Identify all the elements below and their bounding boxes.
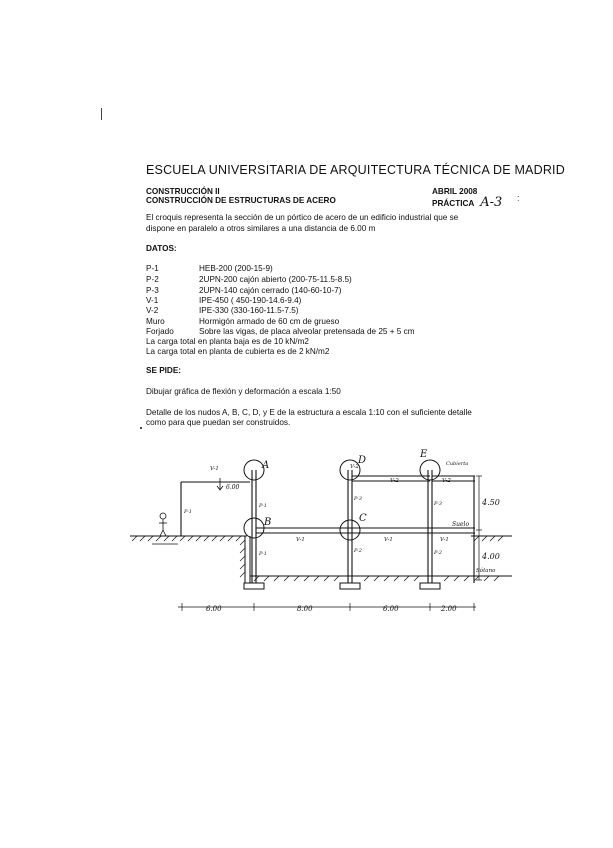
datos-value: IPE-330 (330-160-11.5-7.5)	[199, 306, 299, 315]
datos-value: 2UPN-200 cajón abierto (200-75-11.5-8.5)	[199, 275, 352, 284]
scan-mark-right: :	[517, 193, 520, 203]
node-label-e: E	[420, 449, 428, 460]
footings	[244, 583, 440, 589]
date: ABRIL 2008	[432, 187, 478, 196]
course-name: CONSTRUCCIÓN II	[146, 187, 220, 196]
datos-key: V-2	[146, 306, 159, 315]
column-label: P-3	[354, 496, 362, 502]
task-1: Dibujar gráfica de flexión y deformación a escala 1:50	[146, 387, 341, 396]
datos-key: P-3	[146, 286, 159, 295]
datos-key: Forjado	[146, 327, 174, 336]
sketch-labels	[183, 449, 500, 613]
load-roof: La carga total en planta de cubierta es de 2 kN/m2	[146, 347, 330, 356]
height-lower: 4.00	[482, 552, 500, 561]
load-arrow	[217, 478, 223, 490]
node-label-a: A	[262, 460, 270, 471]
column-label: P-1	[259, 503, 267, 509]
beam-label: V-2	[442, 478, 451, 484]
datos-heading: DATOS:	[146, 244, 177, 253]
person-figure	[159, 513, 167, 536]
beam-label: V-1	[210, 466, 219, 472]
span-dimension-label: 6.00	[383, 605, 399, 613]
se-pide-heading: SE PIDE:	[146, 366, 182, 375]
basement-label: Sótano	[476, 568, 496, 574]
span-dimension-label: 2.00	[441, 605, 457, 613]
column-label: P-1	[259, 551, 267, 557]
height-dimension	[476, 476, 482, 580]
ground-level-label: Suelo	[452, 521, 470, 528]
beam-label: V-2	[350, 464, 359, 470]
load-ground-floor: La carga total en planta baja es de 10 kN/m2	[146, 337, 309, 346]
school-title: ESCUELA UNIVERSITARIA DE ARQUITECTURA TÉCNICA DE MADRID	[146, 163, 565, 177]
datos-key: P-1	[146, 264, 159, 273]
span-dimension-label: 8.00	[297, 605, 313, 613]
practice-label: PRÁCTICA	[432, 199, 474, 208]
datos-key: P-2	[146, 275, 159, 284]
datos-value: Hormigón armado de 60 cm de grueso	[199, 317, 340, 326]
intro-line-2: dispone en paralelo a otros similares a una distancia de 6.00 m	[146, 224, 376, 233]
datos-value: IPE-450 ( 450-190-14.6-9.4)	[199, 296, 302, 305]
intro-line-1: El croquis representa la sección de un pórtico de acero de un edificio industrial que se	[146, 213, 459, 222]
node-label-b: B	[264, 517, 272, 528]
datos-key: V-1	[146, 296, 159, 305]
span-dimension	[178, 603, 476, 611]
column-label: P-3	[434, 501, 442, 507]
beam-label: V-1	[384, 537, 393, 543]
beam-label: V-1	[296, 537, 305, 543]
task-2-line-1: Detalle de los nudos A, B, C, D, y E de la estructura a escala 1:10 con el suficiente detalle	[146, 408, 472, 417]
node-label-c: C	[359, 513, 367, 524]
load-value: 6.00	[226, 484, 240, 491]
beam-label: V-1	[440, 537, 449, 543]
roof-level-label: Cubierta	[446, 461, 469, 467]
retaining-wall	[240, 536, 250, 583]
datos-key: Muro	[146, 317, 165, 326]
column-label: P-2	[354, 548, 362, 554]
datos-value: HEB-200 (200-15-9)	[199, 264, 273, 273]
span-dimension-label: 6.00	[206, 605, 222, 613]
task-2-line-2: como para que puedan ser construidos.	[146, 418, 291, 427]
column-label: P-2	[434, 550, 442, 556]
practice-code: A-3	[480, 195, 503, 210]
subject: CONSTRUCCIÓN DE ESTRUCTURAS DE ACERO	[146, 196, 336, 205]
node-label-d: D	[358, 455, 367, 466]
basement-floor	[250, 576, 512, 581]
column-label: P-1	[184, 509, 192, 515]
ground-line	[130, 536, 512, 541]
beam-label: V-2	[390, 478, 399, 484]
datos-value: 2UPN-140 cajón cerrado (140-60-10-7)	[199, 286, 342, 295]
datos-value: Sobre las vigas, de placa alveolar pretensada de 25 + 5 cm	[199, 327, 415, 336]
height-upper: 4.50	[482, 498, 500, 507]
